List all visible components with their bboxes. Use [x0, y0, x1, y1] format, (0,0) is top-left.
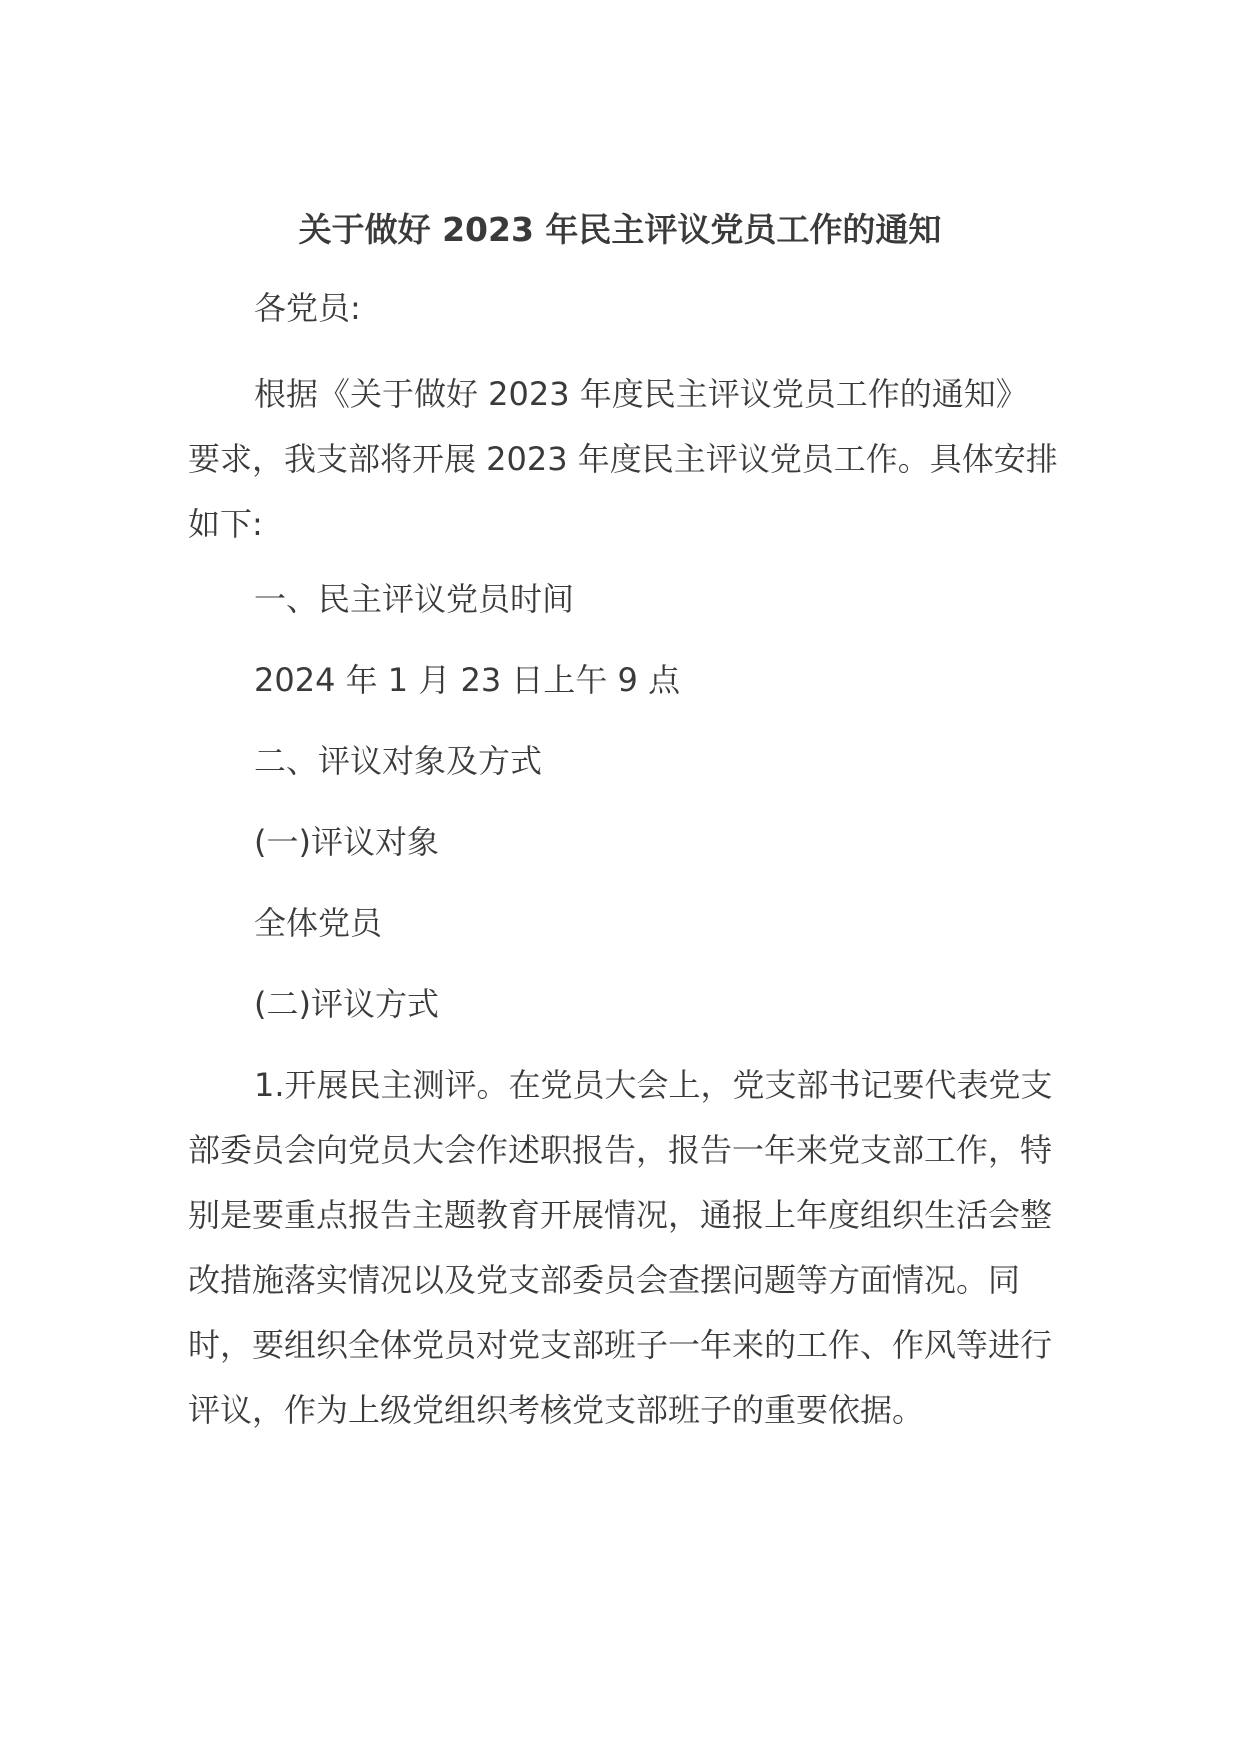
- salutation: 各党员:: [254, 289, 361, 327]
- objects-content: 全体党员: [254, 904, 383, 942]
- section-heading-time: 一、民主评议党员时间: [254, 580, 575, 618]
- section-heading-objects-methods: 二、评议对象及方式: [254, 742, 543, 780]
- method-item-1: 1.开展民主测评。在党员大会上，党支部书记要代表党支部委员会向党员大会作述职报告，报告一年来党支部工作，特别是要重点报告主题教育开展情况，通报上年度组织生活会整改措施落实情况以及党支部委员会查摆问题等方面情况。同时，要组织全体党员对党支部班子一年来的工作、作风等进行评议，作为上级党组织考核党支部班子的重要依据。: [188, 1066, 1053, 1429]
- subheading-objects: (一)评议对象: [254, 823, 439, 861]
- intro-paragraph: 根据《关于做好 2023 年度民主评议党员工作的通知》要求，我支部将开展 2023 年度民主评议党员工作。具体安排如下:: [188, 375, 1058, 543]
- subheading-methods: (二)评议方式: [254, 985, 439, 1023]
- meeting-time: 2024 年 1 月 23 日上午 9 点: [254, 661, 681, 699]
- document-title: 关于做好 2023 年民主评议党员工作的通知: [298, 210, 942, 249]
